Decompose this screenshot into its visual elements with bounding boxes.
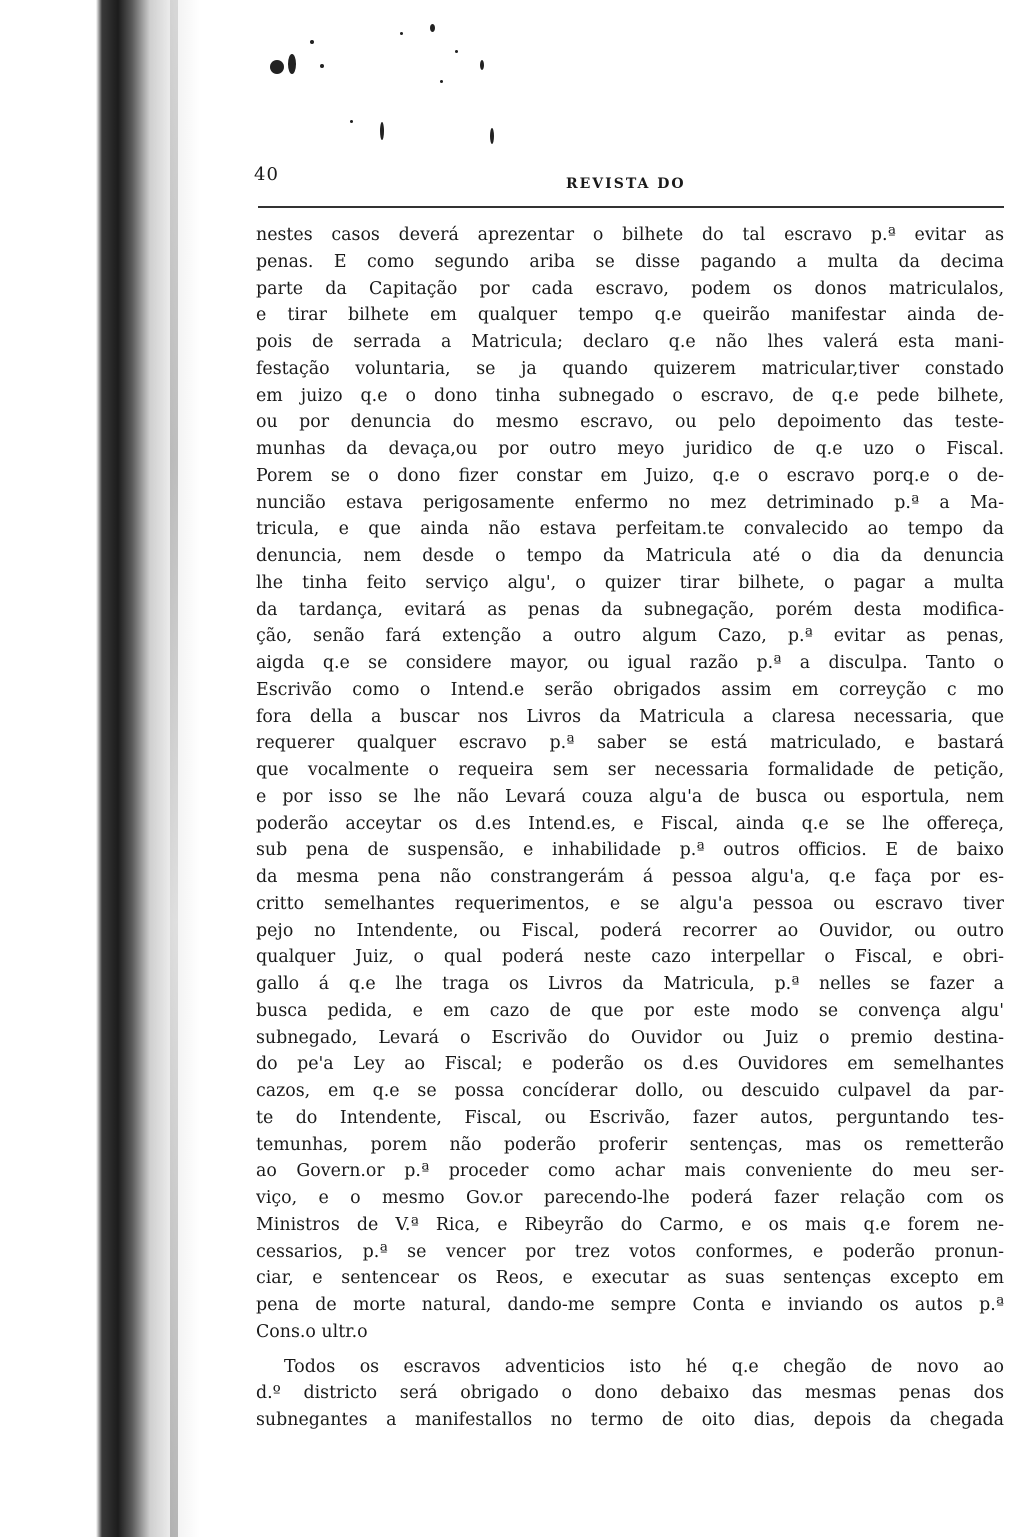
text-line: te do Intendente, Fiscal, ou Escrivão, fazer autos, perguntando tes- — [256, 1107, 1004, 1128]
text-line: ciar, e sentencear os Reos, e executar as suas sentenças excepto em — [256, 1268, 1004, 1289]
body-text — [256, 222, 1004, 1434]
text-line: ção, senão fará extenção a outro algum Cazo, p.ª evitar as penas, — [256, 626, 1004, 647]
text-line: munhas da devaça,ou por outro meyo juridico de q.e uzo o Fiscal. — [256, 439, 1004, 459]
text-line: poderão acceytar os d.es Intend.es, e Fiscal, ainda q.e se lhe offereça, — [256, 813, 1004, 834]
text-line: gallo á q.e lhe traga os Livros da Matricula, p.ª nelles se fazer a — [256, 974, 1004, 994]
text-line: pois de serrada a Matricula; declaro q.e não lhes valerá esta mani- — [256, 332, 1004, 352]
scan-binding-gutter — [0, 0, 230, 1537]
scan-speckle-marks — [250, 10, 530, 150]
text-line: pejo no Intendente, ou Fiscal, poderá recorrer ao Ouvidor, ou outro — [256, 920, 1004, 941]
text-line: ou por denuncia do mesmo escravo, ou pelo depoimento das teste- — [256, 412, 1004, 433]
text-line: festação voluntaria, se ja quando quizerem matricular,tiver constado — [256, 358, 1004, 379]
text-line: que vocalmente o requeira sem ser necessaria formalidade de petição, — [256, 760, 1004, 780]
text-line: sub pena de suspensão, e inhabilidade p.ª outros officios. E de baixo — [256, 840, 1004, 861]
text-line: da tardança, evitará as penas da subnegação, porém desta modifica- — [256, 599, 1004, 620]
text-line: temunhas, porem não poderão proferir sentenças, mas os remetterão — [256, 1134, 1004, 1155]
text-line: e tirar bilhete em qualquer tempo q.e queirão manifestar ainda de- — [256, 305, 1004, 326]
paragraph — [256, 1354, 1004, 1434]
running-head: REVISTA DO — [566, 176, 686, 192]
text-line: Cons.o ultr.o — [256, 1321, 368, 1342]
text-line: cessarios, p.ª se vencer por trez votos conformes, e poderão pronun- — [256, 1241, 1004, 1262]
text-line: busca pedida, e em cazo de que por este modo se convença algu' — [256, 1000, 1004, 1021]
text-line: pena de morte natural, dando-me sempre Conta e inviando os autos p.ª — [256, 1295, 1004, 1315]
text-line: penas. E como segundo ariba se disse pagando a multa da decima — [256, 251, 1004, 272]
text-line: Ministros de V.ª Rica, e Ribeyrão do Carmo, e os mais q.e forem ne- — [256, 1214, 1004, 1235]
text-line: da mesma pena não constrangerám á pessoa algu'a, q.e faça por es- — [256, 867, 1004, 887]
text-line: Porem se o dono fizer constar em Juizo, q.e o escravo porq.e o de- — [256, 465, 1004, 486]
text-line: fora della a buscar nos Livros da Matricula a claresa necessaria, que — [256, 706, 1004, 727]
page-number: 40 — [254, 164, 279, 185]
text-line: Escrivão como o Intend.e serão obrigados assim em correyção c mo — [256, 679, 1004, 700]
text-line: em juizo q.e o dono tinha subnegado o escravo, de q.e pede bilhete, — [256, 385, 1004, 406]
text-line: Todos os escravos adventicios isto hé q.e chegão de novo ao — [284, 1356, 1004, 1377]
text-line: ao Govern.or p.ª proceder como achar mais conveniente do meu ser- — [256, 1161, 1004, 1182]
text-line: lhe tinha feito serviço algu', o quizer tirar bilhete, o pagar a multa — [256, 572, 1004, 593]
text-line: e por isso se lhe não Levará couza algu'a de busca ou esportula, nem — [256, 786, 1004, 807]
text-line: aigda q.e se considere mayor, ou igual razão p.ª a disculpa. Tanto o — [256, 653, 1004, 673]
text-line: subnegantes a manifestallos no termo de oito dias, depois da chegada — [256, 1410, 1004, 1430]
text-line: nuncião estava perigosamente enfermo no mez detriminado p.ª a Ma- — [256, 492, 1004, 513]
text-line: tricula, e que ainda não estava perfeitam.te convalecido ao tempo da — [256, 519, 1004, 540]
paragraph — [256, 222, 1004, 1346]
text-line: qualquer Juiz, o qual poderá neste cazo interpellar o Fiscal, e obri- — [256, 947, 1004, 968]
text-line: critto semelhantes requerimentos, e se algu'a pessoa ou escravo tiver — [256, 893, 1004, 914]
text-line: viço, e o mesmo Gov.or parecendo-lhe poderá fazer relação com os — [256, 1188, 1004, 1208]
text-line: subnegado, Levará o Escrivão do Ouvidor ou Juiz o premio destina- — [256, 1027, 1004, 1048]
text-line: do pe'a Ley ao Fiscal; e poderão os d.es Ouvidores em semelhantes — [256, 1054, 1004, 1075]
text-line: cazos, em q.e se possa concíderar dollo, ou descuido culpavel da par- — [256, 1081, 1004, 1101]
text-line: d.º districto será obrigado o dono debaixo das mesmas penas dos — [256, 1383, 1004, 1404]
text-line: nestes casos deverá aprezentar o bilhete do tal escravo p.ª evitar as — [256, 225, 1004, 245]
header-rule — [258, 206, 1004, 208]
text-line: parte da Capitação por cada escravo, podem os donos matriculalos, — [256, 278, 1004, 299]
text-line: denuncia, nem desde o tempo da Matricula até o dia da denuncia — [256, 546, 1004, 566]
text-line: requerer qualquer escravo p.ª saber se está matriculado, e bastará — [256, 733, 1004, 754]
